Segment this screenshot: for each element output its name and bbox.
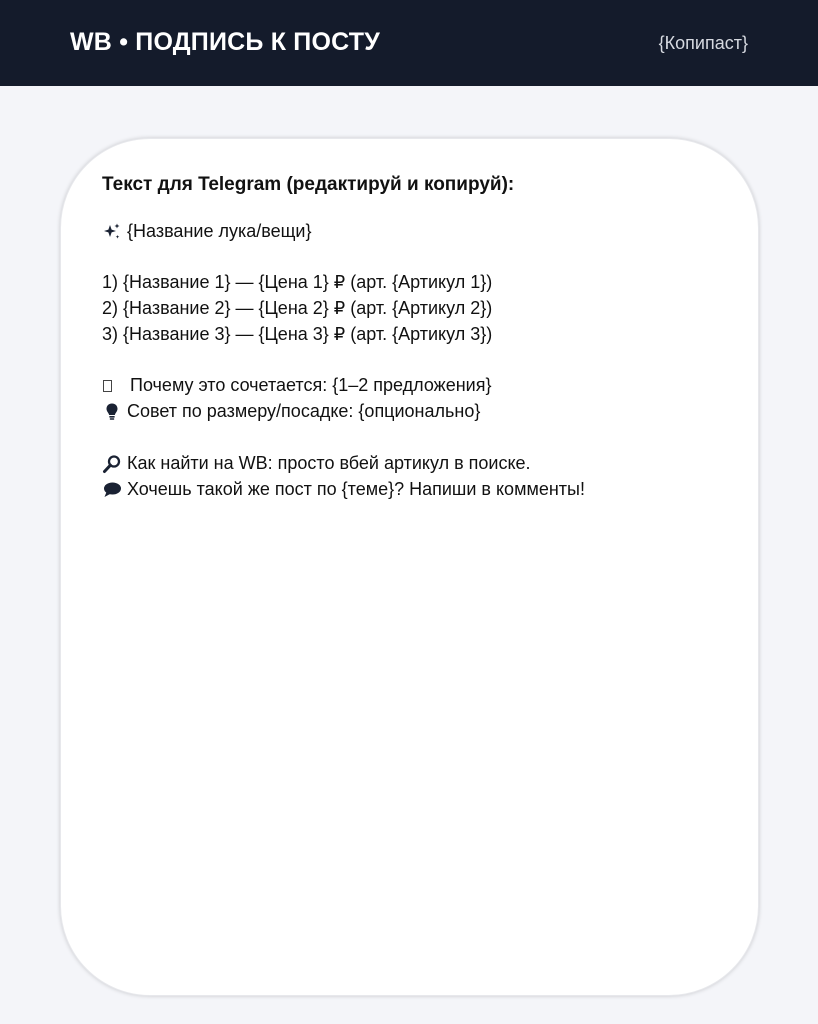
list-item: 2) {Название 2} — {Цена 2} ₽ (арт. {Артикул 2}) [102,298,493,318]
size-tip-line [102,401,480,422]
header-tag: {Копипаст} [658,33,748,53]
list-item: 1) {Название 1} — {Цена 1} ₽ (арт. {Артикул 1}) [102,272,493,292]
page-title: WB • ПОДПИСЬ К ПОСТУ [70,28,380,56]
sparkles-icon [102,222,122,242]
how-to-find-text: Как найти на WB: просто вбей артикул в поиске. [127,453,531,473]
list-item: 3) {Название 3} — {Цена 3} ₽ (арт. {Артикул 3}) [102,324,493,344]
size-tip-text: Совет по размеру/посадке: {опционально} [127,401,481,421]
why-line [102,375,491,396]
caption-card [60,138,759,996]
look-title-line [102,221,311,242]
magnifier-icon [102,454,122,474]
header-bar [0,0,818,86]
missing-glyph-icon [103,380,112,392]
how-to-find-line [102,453,531,474]
cta-text: Хочешь такой же пост по {теме}? Напиши в комменты! [127,479,585,499]
card-heading: Текст для Telegram (редактируй и копируй): [102,174,515,195]
lightbulb-icon [102,402,122,422]
cta-line [102,479,585,500]
why-text: Почему это сочетается: {1–2 предложения} [130,375,492,395]
look-title: {Название лука/вещи} [127,221,312,241]
speech-bubble-icon [102,480,122,500]
